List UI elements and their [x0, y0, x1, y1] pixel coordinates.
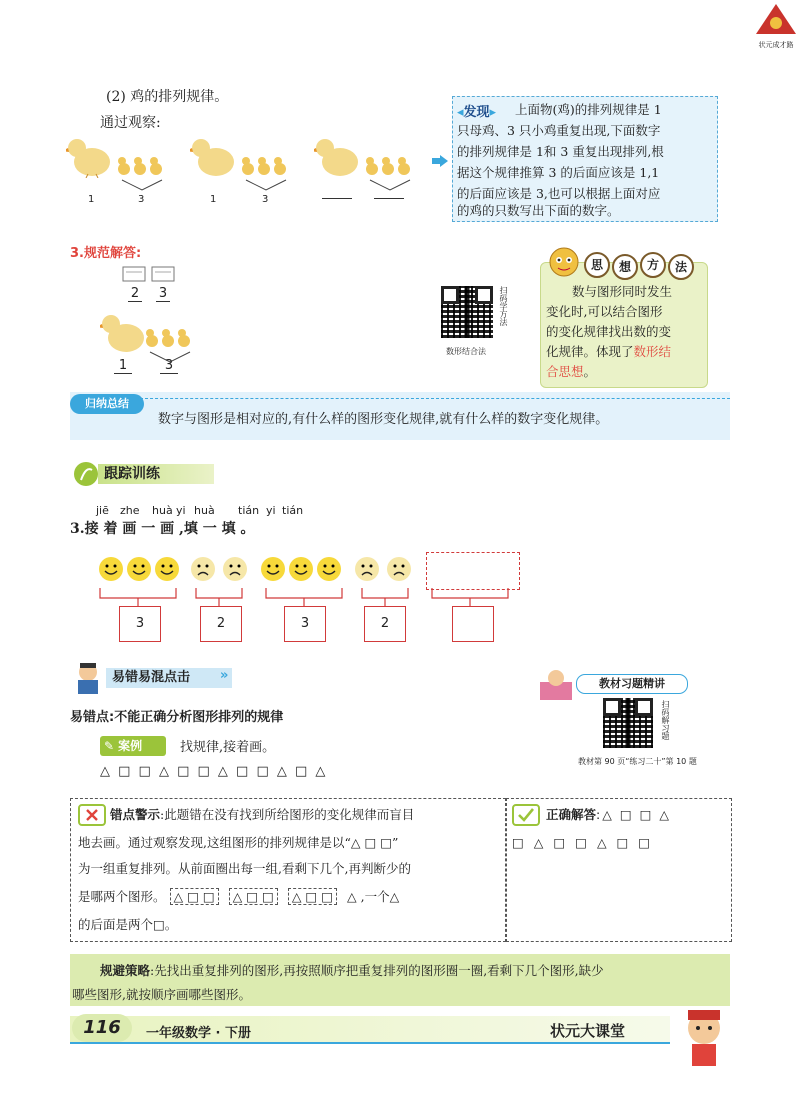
answer-1: 1 [114, 358, 132, 374]
correct-line-2: □ △ □ □ △ □ □ [512, 835, 654, 850]
answer-3b: 3 [160, 358, 178, 374]
hen-icon [66, 136, 112, 182]
blank-line [374, 198, 404, 199]
page-number: 116 [72, 1014, 132, 1042]
logo-triangle-icon [756, 4, 796, 36]
answer-draw-box[interactable] [426, 552, 520, 590]
case-text: 找规律,接着画。 [180, 740, 276, 755]
smile-face-icon [260, 556, 286, 582]
sprout-icon [72, 460, 100, 488]
number-box: 3 [119, 606, 161, 642]
teacher-icon [70, 660, 106, 700]
discover-label: ◂发现▸ [457, 105, 497, 120]
chevrons-icon: » [220, 668, 229, 683]
summary-text: 数字与图形是相对应的,有什么样的图形变化规律,就有什么样的数字变化规律。 [158, 412, 609, 427]
discover-line: 的鸡的只数写出下面的数字。 [457, 203, 620, 218]
correct-line-1: 正确解答:△ □ □ △ [546, 807, 671, 822]
qr-caption: 教材第 90 页“练习二十”第 10 题 [578, 757, 697, 766]
pencil-icon: ✎ [104, 739, 115, 753]
number-box: 2 [364, 606, 406, 642]
arrow-right-icon [432, 152, 448, 171]
case-shapes: △ □ □ △ □ □ △ □ □ △ □ △ [100, 764, 328, 779]
question-3: 3.接 着 画 一 画 ,填 一 填 。 [70, 521, 255, 537]
summary-tag: 归纳总结 [70, 394, 144, 414]
warning-line: 为一组重复排列。从前面圈出每一组,看剩下几个,再判断少的 [78, 861, 411, 876]
book-title: 一年级数学 · 下册 [146, 1026, 251, 1041]
group1-count-a: 1 [88, 194, 95, 205]
logo-text: 状元成才路 [758, 41, 794, 49]
method-line: 的变化规律找出数的变 [546, 324, 672, 339]
observe-label: 通过观察: [100, 115, 161, 131]
warning-line-1: 错点警示:此题错在没有找到所给图形的变化规律而盲目 [110, 807, 415, 822]
mascot-icon [544, 244, 584, 282]
smile-face-icon [316, 556, 342, 582]
discover-line: 的后面应该是 3,也可以根据上面对应 [457, 186, 661, 201]
method-title-char: 思 [584, 252, 610, 278]
discover-line: 据这个规律推算 3 的后面应该是 1,1 [457, 165, 660, 180]
number-box: 3 [284, 606, 326, 642]
case-label: ✎ 案例 [100, 736, 166, 756]
qr-side-text: 扫码学方法 [499, 286, 508, 326]
discover-panel [452, 96, 718, 222]
check-icon [512, 804, 540, 830]
chicken-pattern [66, 136, 416, 214]
mistake-point: 易错点:不能正确分析图形排列的规律 [70, 710, 284, 725]
sad-face-icon [354, 556, 380, 582]
section3-title: 3.规范解答: [70, 246, 142, 261]
answer-number-box[interactable] [452, 606, 494, 642]
group2-count-a: 1 [210, 194, 217, 205]
method-title-char: 方 [640, 252, 666, 278]
method-line-4: 化规律。体现了数形结 [546, 344, 672, 359]
smile-face-icon [126, 556, 152, 582]
qr-code[interactable] [441, 286, 493, 338]
warning-line: 地去画。通过观察发现,这组图形的排列规律是以“△ □ □” [78, 835, 399, 850]
smile-face-icon [288, 556, 314, 582]
method-line-5: 合思想。 [546, 364, 597, 379]
method-title-char: 法 [668, 254, 694, 280]
hen-icon [100, 312, 146, 358]
hen-icon [314, 136, 360, 182]
hen-icon [190, 136, 236, 182]
answer-2: 2 [128, 286, 142, 302]
method-line: 数与图形同时发生 [572, 284, 673, 299]
brand-name: 状元大课堂 [550, 1022, 626, 1040]
brackets [96, 586, 526, 606]
discover-line: 上面物(鸡)的排列规律是 1 [515, 102, 662, 117]
training-header [72, 460, 272, 488]
method-title [584, 252, 692, 278]
summary-top-line [140, 398, 730, 399]
qr-side-text: 扫码解习题 [661, 700, 670, 740]
smile-face-icon [154, 556, 180, 582]
strategy-line-2: 哪些图形,就按顺序画哪些图形。 [72, 987, 251, 1002]
group1-count-b: 3 [138, 194, 145, 205]
discover-line: 的排列规律是 1和 3 重复出现排列,根 [457, 144, 664, 159]
item2-title: (2) 鸡的排列规律。 [106, 89, 229, 105]
strategy-line-1: 规避策略:先找出重复排列的图形,再按照顺序把重复排列的图形圈一圈,看剩下几个图形,缺少 [100, 963, 604, 978]
mascot-icon [676, 1006, 732, 1072]
method-title-char: 想 [612, 254, 638, 280]
cross-icon [78, 804, 106, 830]
answer-3: 3 [156, 286, 170, 302]
method-line: 变化时,可以结合图形 [546, 304, 663, 319]
sad-face-icon [386, 556, 412, 582]
warning-line-4: 是哪两个图形。 △ □ □ △ □ □ △ □ □ △ ,一个△ [78, 889, 400, 904]
sad-face-icon [222, 556, 248, 582]
number-box: 2 [200, 606, 242, 642]
qr-caption: 数形结合法 [446, 347, 486, 356]
discover-line: 只母鸡、3 只小鸡重复出现,下面数字 [457, 123, 661, 138]
blank-line [322, 198, 352, 199]
textbook-label: 教材习题精讲 [576, 674, 688, 694]
corner-logo [756, 4, 796, 48]
warning-end: 的后面是两个□。 [78, 917, 178, 932]
mistake-title: 易错易混点击 [106, 668, 232, 688]
training-title: 跟踪训练 [98, 464, 214, 484]
qr-code[interactable] [603, 698, 653, 748]
smile-face-icon [98, 556, 124, 582]
sad-face-icon [190, 556, 216, 582]
book-reader-icon [536, 668, 576, 706]
group2-count-b: 3 [262, 194, 269, 205]
